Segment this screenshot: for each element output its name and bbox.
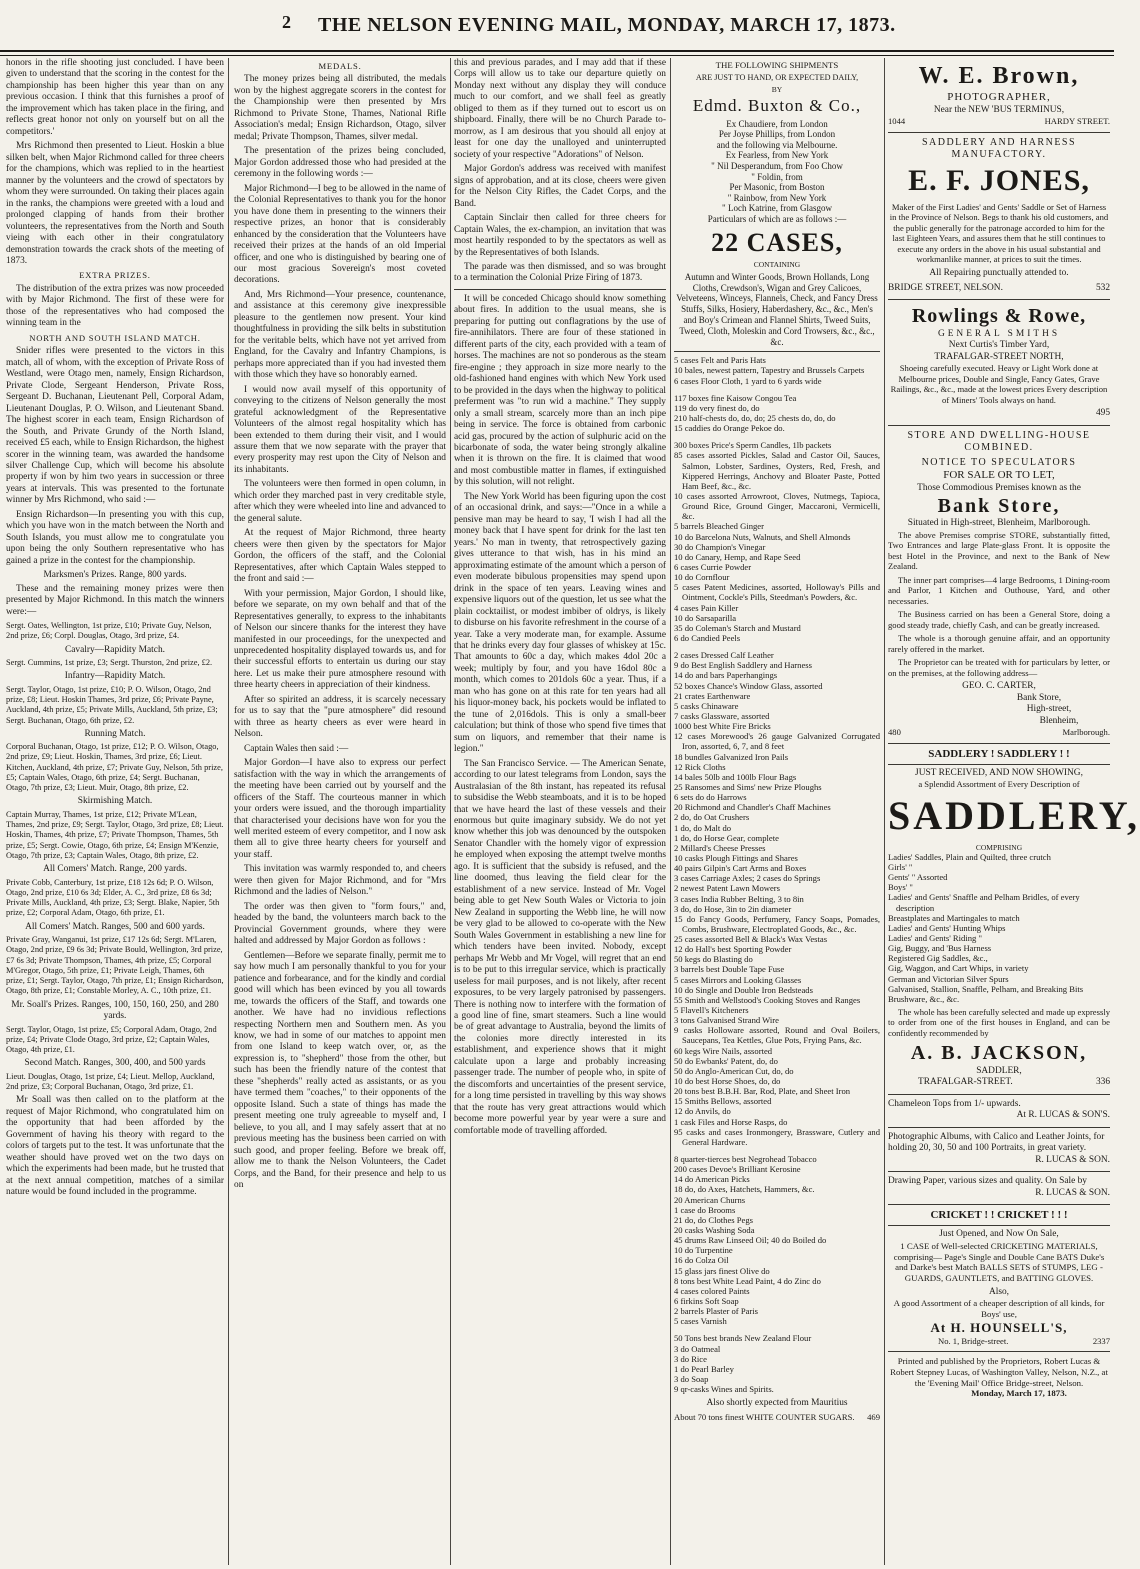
saddlery-item: Ladies' and Gents' Riding " — [888, 933, 982, 944]
saddlery-item: Galvanised, Stallion, Snaffle, Pelham, and Breaking Bits — [888, 983, 1084, 994]
goods-group-flour — [674, 1333, 880, 1394]
prize-list: Private Gray, Wanganui, 1st prize, £17 12s 6d; Sergt. M'Laren, Otago, 2nd prize, £9 6s 3d; Private Bould, Wellington, 3rd prize, £7 6s 3d; Private Thompson, Thames, 4th prize, £5; Corporal M'Gregor, Otago, 5th prize, £1; Private Leigh, Thames, 6th prize, £1; Sergt. Taylor, Otago, 7th prize, £1; Ensign Richardson, Otago, 8th prize, £1; Constable Morley, A. C., 10th prize, £1. — [6, 935, 224, 996]
saddlery-close: The whole has been carefully selected and made up expressly to order from one of the first houses in England, and can be confidently recommended by — [888, 1007, 1110, 1038]
match-heading: Cavalry—Rapidity Match. — [65, 644, 165, 655]
rowlings-text: Shoeing carefully executed. Heavy or Light Work done at Melbourne prices, Double and Single, Fancy Gates, Grave Railings, &c., &c., made at the lowest prices Every description of Miners' Tools always on hand. — [890, 363, 1108, 405]
prize-list: Sergt. Taylor, Otago, 1st prize, £10; P. O. Wilson, Otago, 2nd prize, £8; Lieut. Hoskin Thames, 3rd prize, £6; Private Payne, Auckland, 4th prize, £5; Private Mills, Auckland, 5th prize, £3; Sergt. Buchanan, Otago, 6th prize, £2. — [6, 684, 218, 725]
paragraph: Major Gordon—I have also to express our perfect satisfaction with the way in which the arrangements of the meeting have been carried out by yourself and the officers of the Staff. The courteous manner in which your orders were issued, and the thorough impartiality that characterised your decisions have won for you the well merited esteem of every competitor, and I now ask them all to give three hearty cheers for yourself and your staff. — [234, 758, 446, 860]
comprising-label: COMPRISING — [975, 842, 1023, 852]
goods-item: 10 do Turpentine — [674, 1245, 733, 1256]
just-received: JUST RECEIVED, AND NOW SHOWING, — [915, 768, 1083, 778]
paragraph: honors in the rifle shooting just concluded. I have been given to understand that the scoring in the contest for the championship has been higher this year than on any previous occasion. I think that this furnishes a proof of the improvement which has taken place in the firing, and reflects great honor not only on yourself but on all the competitors.' — [6, 58, 224, 137]
goods-item: 3 do Soap — [674, 1373, 709, 1384]
jones-number: 532 — [1095, 282, 1110, 293]
advert-drawing-paper — [888, 1172, 1110, 1205]
goods-item: 15 Smiths Bellows, assorted — [674, 1096, 772, 1107]
saddlery-item: Registered Gig Saddles, &c., — [888, 953, 988, 964]
goods-item: 14 bales 50lb and 100lb Flour Bags — [674, 771, 797, 782]
paragraph: The money prizes being all distributed, the medals won by the highest aggregate scorers in the contest for the Championship were then presented by Mrs Richmond to Private Stone, Thames, National Rifle Association's medal; Ensign Richardson, Otago, silver medal; Private Thompson, Thames, silver medal. — [234, 74, 446, 142]
goods-item: 5 cases Felt and Paris Hats — [674, 355, 766, 366]
paragraph: Major Richmond—I beg to be allowed in the name of the Colonial Representatives to thank you for the honor you have done them in presenting to the winners their respective prizes, an honor that is considerably enhanced by the consideration that the Volunteers have received their prizes at the hands of an old Imperial officer, and one who is distinguished by bearing one of our most gracious Sovereign's most coveted decorations. — [234, 183, 446, 286]
goods-item: 1000 best White Fire Bricks — [674, 721, 771, 732]
goods-item: 10 do best Horse Shoes, do, do — [674, 1076, 781, 1087]
cricket-sale: Just Opened, and Now On Sale, — [939, 1229, 1059, 1240]
masthead-rule — [0, 50, 1114, 56]
page-number: 2 — [282, 12, 291, 32]
match-heading: All Comers' Match. Ranges, 500 and 600 yards. — [25, 921, 205, 932]
goods-item: 2 newest Patent Lawn Mowers — [674, 883, 780, 894]
advert-albums — [888, 1128, 1110, 1172]
goods-item: 5 Flavell's Kitcheners — [674, 1005, 749, 1016]
match-heading: Marksmen's Prizes. Range, 800 yards. — [43, 570, 187, 581]
goods-group-sundries — [674, 1154, 880, 1326]
hounsell-row — [888, 1336, 1110, 1346]
column-medals — [234, 58, 446, 1563]
goods-item: 15 do Fancy Goods, Perfumery, Fancy Soaps, Pomades, Combs, Brushware, Electroplated Goods, &c., &c. — [674, 913, 880, 934]
goods-item: 5 cases Mirrors and Looking Glasses — [674, 974, 802, 985]
ship-entry: " Nil Desperandum, from Foo Chow — [711, 161, 843, 172]
goods-group-tea — [674, 393, 880, 434]
goods-item: 10 bales, newest pattern, Tapestry and Brussels Carpets — [674, 365, 865, 376]
ship-entry: Ex Chaudiere, from London — [726, 118, 828, 129]
rowlings-next: Next Curtis's Timber Yard, — [948, 340, 1050, 351]
rowlings-number: 495 — [1095, 408, 1110, 419]
goods-item: 18 bundles Galvanized Iron Pails — [674, 751, 789, 762]
paragraph: I would now avail myself of this opportunity of conveying to the citizens of Nelson generally the most grateful acknowledgment of the Representative Volunteers of the almost regal hospitality which has been extended to them during their visit, and I would assure them that we now separate with the prayer that every prosperity may rest upon the City of Nelson and its inhabitants. — [234, 384, 446, 475]
match-heading: Infantry—Rapidity Match. — [64, 671, 166, 682]
saddlery-big: SADDLERY, — [888, 792, 1140, 838]
goods-item: 40 pairs Gilpin's Cart Arms and Boxes — [674, 863, 807, 874]
advert-by: BY — [771, 84, 783, 94]
advert-brown — [888, 58, 1110, 133]
rowlings-role: GENERAL SMITHS — [937, 328, 1061, 339]
goods-item: 2 do, do Oat Crushers — [674, 812, 750, 823]
goods-item: 10 cases assorted Arrowroot, Cloves, Nutmegs, Tapioca, Ground Rice, Ground Ginger, Maccaroni, Vermicelli, &c. — [674, 491, 880, 522]
splendid-line: a Splendid Assortment of Every Description of — [918, 779, 1080, 790]
jones-row — [888, 283, 1110, 294]
goods-item: 1 do, do Horse Gear, complete — [674, 832, 779, 843]
jones-repair: All Repairing punctually attended to. — [929, 267, 1069, 278]
imprint — [888, 1352, 1110, 1399]
advert-chameleon — [888, 1095, 1110, 1128]
albums-text: Photographic Albums, with Calico and Leather Joints, for holding 20, 30, 50 and 100 Portraits, in great variety. — [888, 1131, 1105, 1154]
goods-item: 20 tons best B.B.H. Bar, Rod, Plate, and Sheet Iron — [674, 1086, 851, 1097]
carter-row — [888, 727, 1110, 737]
column-news — [454, 58, 666, 1563]
newspaper-title: THE NELSON EVENING MAIL, MONDAY, MARCH 17, 1873. — [318, 14, 896, 36]
ship-entry: " Foldin, from — [751, 171, 803, 182]
imprint-text: Printed and published by the Proprietors, Robert Lucas & Robert Stepney Lucas, of Washington Valley, Nelson, N.Z., at the 'Evening Mail' Office Bridge-street, Nelson. — [890, 1356, 1108, 1388]
goods-item: 117 boxes fine Kaisow Congou Tea — [674, 392, 797, 403]
bank-paragraph: The above Premises comprise STORE, substantially fitted, Two Entrances and large Plate-glass Front. It is opposite the best Hotel in the Province, and next to the Bank of New Zealand. — [888, 529, 1110, 572]
goods-item: 6 cases Currie Powder — [674, 562, 752, 572]
ship-entry: Per Masonic, from Boston — [729, 182, 825, 193]
goods-item: 1 cask Files and Horse Rasps, do — [674, 1116, 788, 1127]
goods-item: 20 Richmond and Chandler's Chaff Machines — [674, 802, 831, 813]
goods-item: 4 cases colored Paints — [674, 1285, 750, 1296]
bank-location: Situated in High-street, Blenheim, Marlborough. — [907, 518, 1091, 529]
goods-item: 12 cases Morewood's 26 gauge Galvanized Corrugated Iron, assorted, 6, 7, and 8 feet — [674, 731, 880, 752]
goods-item: 1 do Pearl Barley — [674, 1363, 734, 1374]
goods-item: 15 glass jars finest Olive do — [674, 1265, 770, 1276]
paragraph: At the request of Major Richmond, three hearty cheers were then given by the spectators for Major Gordon, the officers of the staff, and the Colonial Representatives, after which Captain Wales stepped to the front and said :— — [234, 528, 446, 585]
bank-paragraph: The Proprietor can be treated with for particulars by letter, or on the premises, at the following address— — [888, 657, 1110, 678]
albums-by: R. LUCAS & SON. — [1035, 1154, 1110, 1165]
goods-item: 18 do, do Axes, Hatchets, Hammers, &c. — [674, 1184, 815, 1195]
column-divider — [884, 58, 885, 1565]
goods-item: 3 do Oatmeal — [674, 1343, 721, 1354]
hounsell-address: No. 1, Bridge-street. — [938, 1335, 1009, 1346]
advert-heading: THE FOLLOWING SHIPMENTS — [715, 60, 839, 70]
prize-list: Lieut. Douglas, Otago, 1st prize, £4; Lieut. Mellop, Auckland, 2nd prize, £3; Corporal Buchanan, Otago, 3rd prize, £1. — [6, 1071, 215, 1092]
cricket-text: 1 CASE of Well-selected CRICKETING MATERIALS, comprising— Page's Single and Double Cane BATS Duke's and Darke's best Match BALLS SETS of STUMPS, LEG - GUARDS, GAUNTLETS, and BATTING GLOVES. — [893, 1240, 1105, 1284]
carter-number: 480 — [888, 727, 901, 738]
goods-item: 16 do Colza Oil — [674, 1255, 729, 1266]
ship-entry: Per Joyse Phillips, from London — [718, 129, 836, 140]
saddlery-item: Brushware, &c., &c. — [888, 993, 960, 1004]
goods-item: 8 quarter-tierces best Negrohead Tobacco — [674, 1154, 817, 1165]
paragraph: Gentlemen—Before we separate finally, permit me to say how much I am personally thankful to you for your patience and forbearance, and for the kindly and cordial good will which has been evinced by you all towards me, towards the officers of the Staff, and towards one another. We have had no invidious reflections respecting Northern men and Southern men. As you know, we had in some of our matches to appoint men from one Island to keep watch over, or, as the expression is, to "shepherd" those from the other, but such has been the friendly nature of the contest that these "shepherds" really acted as assistants, or as you have termed them "coaches," to their opponents of the opposite Island. Such a state of things has made the present meeting one truly agreeable to myself and, I believe, to you all, and I may safely assert that at no previous meeting has the business been carried on with such good, and proper feeling. Before we break off, allow me to thank the Nelson Volunteers, the Cadet Corps, and the Band, for their presence and help to us on — [234, 950, 446, 1191]
goods-item: 200 cases Devoe's Brilliant Kerosine — [674, 1164, 801, 1175]
carter-name: GEO. C. CARTER, — [962, 681, 1036, 692]
jackson-number: 336 — [1095, 1077, 1110, 1088]
paragraph: Major Gordon's address was received with manifest signs of approbation, and at its close, cheers were given for the Nelson City Rifles, the Cadet Corps, and the Band. — [454, 164, 666, 209]
brown-street: HARDY STREET. — [1044, 116, 1110, 127]
paragraph: These and the remaining money prizes were then presented by Major Richmond. In this match the winners were:— — [6, 583, 224, 617]
goods-item: 8 tons best White Lead Paint, 4 do Zinc do — [674, 1275, 821, 1286]
goods-item: 20 American Churns — [674, 1194, 746, 1205]
goods-item: 6 cases Floor Cloth, 1 yard to 6 yards wide — [674, 375, 822, 386]
goods-group-hats — [674, 355, 880, 385]
goods-item: 9 casks Holloware assorted, Round and Oval Boilers, Saucepans, Tea Kettles, Glue Pots, Frying Pans, &c. — [674, 1025, 880, 1046]
brown-number: 1044 — [888, 116, 906, 127]
goods-item: 5 barrels Bleached Ginger — [674, 521, 764, 532]
goods-item: 1 do, do Malt do — [674, 822, 732, 833]
paragraph: The parade was then dismissed, and so was brought to a termination the Colonial Prize Firing of 1873. — [454, 261, 666, 284]
advert-jones — [888, 133, 1110, 301]
saddlery-item: Gents' " Assorted — [888, 872, 948, 883]
goods-item: 6 firkins Soft Soap — [674, 1295, 739, 1306]
masthead — [0, 0, 1114, 58]
premises-line: Those Commodious Premises known as the — [917, 482, 1081, 493]
goods-item: 6 do Candied Peels — [674, 632, 741, 643]
goods-item: 2 barrels Plaster of Paris — [674, 1306, 759, 1317]
carter-line: Bank Store, — [1016, 692, 1062, 703]
goods-item: 1 case do Brooms — [674, 1204, 736, 1215]
bank-paragraph: The whole is a thorough genuine affair, and an opportunity rarely offered in the market. — [888, 633, 1110, 654]
goods-item: 210 half-chests do, do, do; 25 chests do, do, do — [674, 413, 836, 424]
cricket-also: Also, — [988, 1286, 1010, 1297]
goods-item: 14 do American Picks — [674, 1174, 750, 1185]
carter-line: Blenheim, — [1039, 715, 1079, 726]
firm-name: Edmd. Buxton & Co., — [692, 95, 862, 115]
goods-item: 5 casks Chinaware — [674, 700, 739, 711]
goods-item: 5 cases Varnish — [674, 1316, 727, 1327]
goods-item: 12 Rick Cloths — [674, 761, 726, 772]
goods-item: 55 Smith and Wellstood's Cooking Stoves and Ranges — [674, 994, 861, 1005]
goods-item: 10 casks Plough Fittings and Shares — [674, 852, 798, 863]
brown-address: Near the NEW 'BUS TERMINUS, — [933, 104, 1065, 115]
paragraph: After so spirited an address, it is scarcely necessary for us to say that the "pure atmosphere" did resound with three as hearty cheers as ever were heard in Nelson. — [234, 694, 446, 740]
mauritius-note: Also shortly expected from Mauritius — [706, 1398, 848, 1409]
cricket-also-text: A good Assortment of a cheaper description of all kinds, for Boys' use, — [893, 1298, 1105, 1319]
containing-label: CONTAINING — [753, 260, 801, 270]
jones-name: E. F. JONES, — [908, 164, 1090, 197]
ship-entry: Ex Fearless, from New York — [725, 150, 829, 161]
paragraph: this and previous parades, and I may add that if these Corps will allow us to take our departure quietly on Monday next without any display they will conduce much to our comfort, and we shall feel as greatly obliged to them as if they turned out to escort us on shipboard. Finally, there will be no Church Parade to-morrow, as I am desirous that you should all enjoy at least for one day the unalloyed and uninterrupted society of your respective "Adorations" of Nelson. — [454, 58, 666, 160]
goods-item: 14 do and bars Paperhangings — [674, 670, 778, 681]
goods-item: 45 drums Raw Linseed Oil; 40 do Boiled do — [674, 1235, 827, 1246]
goods-item: 25 Ransomes and Sims' new Prize Ploughs — [674, 781, 822, 792]
goods-group-groceries — [674, 440, 880, 643]
goods-item: 10 do Single and Double Iron Bedsteads — [674, 984, 813, 995]
advert-rowlings — [888, 300, 1110, 425]
cricket-heading: CRICKET ! ! CRICKET ! ! ! — [930, 1209, 1068, 1222]
saddlery-item: Ladies' Saddles, Plain and Quilted, three crutch — [888, 851, 1051, 862]
prize-list: Sergt. Cummins, 1st prize, £3; Sergt. Thurston, 2nd prize, £2. — [6, 658, 213, 668]
ship-entry: Particulars of which are as follows :— — [707, 214, 847, 225]
advert-jackson — [888, 744, 1140, 1095]
brown-name: W. E. Brown, — [918, 63, 1080, 89]
saddlery-item: German and Victorian Silver Spurs — [888, 973, 1009, 984]
goods-item: 3 do Rice — [674, 1353, 707, 1364]
advert-divider — [674, 351, 880, 352]
chameleon-text: Chameleon Tops from 1/- upwards. — [888, 1098, 1021, 1109]
paragraph: The presentation of the prizes being concluded, Major Gordon addressed those who had presided at the ceremony in the following words :— — [234, 146, 446, 180]
bank-paragraph: The Business carried on has been a General Store, doing a good steady trade, chiefly Cash, and can be greatly increased. — [888, 609, 1110, 630]
column-divider — [670, 58, 671, 1565]
goods-description: Autumn and Winter Goods, Brown Hollands, Long Cloths, Crewdson's, Wigan and Grey Calicoes, Velveteens, Winceys, Flannels, Check, and Fancy Dress Stuffs, Silks, Hosiery, Haberdashery, &c., &c., Men's and Boy's Crimean and Flannel Shirts, Tweed Suits, Tweed, Cloth, Moleskin and Cord Trowsers, &c., &c., &c. — [676, 271, 878, 348]
match-heading: All Comers' Match. Range, 200 yards. — [43, 864, 187, 875]
goods-item: 9 qr-casks Wines and Spirits. — [674, 1384, 774, 1395]
advert-ref: 469 — [867, 1411, 880, 1422]
goods-item: 3 cases Carriage Axles; 2 cases do Springs — [674, 873, 821, 884]
prize-list: Corporal Buchanan, Otago, 1st prize, £12; P. O. Wilson, Otago, 2nd prize, £9; Lieut. Hoskin, Thames, 3rd prize, £6; Lieut. Kitchen, Auckland, 4th prize, £7; Private Guy, Nelson, 5th prize, £5; Captain Wales, Otago, 6th prize, £4; Sergt. Buchanan, Otago, 7th prize, £3; Lieut. Muir, Otago, 8th prize, £2. — [6, 742, 223, 793]
goods-item: 10 do Sarsaparilla — [674, 612, 737, 623]
ship-entry: " Loch Katrine, from Glasgow — [722, 203, 832, 214]
advert-bank-store — [888, 426, 1110, 744]
rowlings-address: TRAFALGAR-STREET NORTH, — [934, 351, 1064, 362]
saddlery-item: Breastplates and Martingales to match — [888, 912, 1020, 923]
goods-item: 300 boxes Price's Sperm Candles, 1lb packets — [674, 440, 832, 451]
article-divider — [454, 289, 666, 290]
chameleon-by: At R. LUCAS & SON'S. — [1016, 1110, 1110, 1121]
goods-item: 50 Tons best brands New Zealand Flour — [674, 1333, 812, 1344]
goods-item: 30 do Champion's Vinegar — [674, 541, 766, 552]
jackson-name: A. B. JACKSON, — [910, 1042, 1088, 1065]
goods-item: 15 caddies do Orange Pekoe do. — [674, 423, 785, 434]
goods-item: 60 kegs Wire Nails, assorted — [674, 1045, 773, 1056]
carter-line: Marlborough. — [1062, 727, 1110, 738]
for-sale: FOR SALE OR TO LET, — [943, 469, 1055, 482]
goods-item: 2 cases Dressed Calf Leather — [674, 650, 774, 661]
brown-role: PHOTOGRAPHER, — [947, 91, 1051, 104]
jones-text: Maker of the First Ladies' and Gents' Saddle or Set of Harness in the Province of Nelson. Begs to thank his old customers, and the public generally for the patronage accorded to him for the last Eighteen Years, and assures them that he still continues to execute any orders in the above in his usual substantial and workmanlike manner, at prices to suit the times. — [889, 201, 1109, 265]
column-buxton-advert — [674, 58, 880, 1563]
goods-item: 35 do Coleman's Starch and Mustard — [674, 622, 801, 633]
column-rifle-prizes — [6, 58, 224, 1563]
goods-item: 21 do, do Clothes Pegs — [674, 1214, 754, 1225]
goods-item: 95 casks and cases Ironmongery, Brassware, Cutlery and General Hardware. — [674, 1126, 880, 1147]
brown-row — [888, 116, 1110, 126]
saddlery-item: Ladies' and Gents' Snaffle and Pelham Bridles, of every description — [888, 892, 1080, 913]
prize-list: Sergt. Oates, Wellington, 1st prize, £10; Private Guy, Nelson, 2nd prize, £6; Corpl. Douglas, Otago, 3rd prize, £4. — [6, 621, 212, 641]
prize-list: Private Cobb, Canterbury, 1st prize, £18 12s 6d; P. O. Wilson, Otago, 2nd prize, £10 6s 3d; Elder, A. C., 3rd prize, £8 6s 3d; Private Mills, Auckland, 4th prize, £3; Sergt. Blake, Napier, 5th prize, £2; Corporal Adam, Otago, 6th prize, £1. — [6, 877, 220, 918]
prize-list: Captain Murray, Thames, 1st prize, £12; Private M'Lean, Thames, 2nd prize, £9; Sergt. Taylor, Otago, 3rd prize, £8; Lieut. Hoskin, Thames, 4th prize, £7; Private Thompson, Thames, 5th prize, £5; Sergt. Cowie, Otago, 6th prize, £4; Ensign M'Kenzie, Otago, 7th prize, £3; Captain Wales, Otago, 8th prize, £2. — [6, 809, 224, 860]
goods-item: 50 do Ewbanks' Patent, do, do — [674, 1055, 778, 1066]
notice-heading: NOTICE TO SPECULATORS — [921, 457, 1077, 469]
jones-address: BRIDGE STREET, NELSON. — [888, 282, 1003, 293]
goods-item: 85 cases assorted Pickles, Salad and Castor Oil, Sauces, Salmon, Lobster, Sardines, Oysters, Red, Fresh, and Kippered Herrings, Anchovy and Bloater Paste, Potted Ham Beef, &c., &c. — [674, 450, 880, 491]
match-heading: Second Match. Ranges, 300, 400, and 500 yards — [24, 1058, 206, 1069]
saddlery-heading: SADDLERY AND HARNESS MANUFACTORY. — [921, 136, 1077, 160]
article-drink: The New York World has been figuring upon the cost of an occasional drink, and says:—"Once in a while a pensive man may be heard to say, 'I wish I had all the money back that I have spent for drink for the last ten years.' No man in twenty, that retrospectively gazing gives utterance to that wish, has in his mind an approximating estimate of the amount which a person of even moderate bibulous propensities may spend upon drink in the space of ten years. Leaving wines and expensive liquors out of the question, let us see what the plain cocktailist, or modest imbiber of oldrys, is likely to disburse on his favorite refreshment in the course of a year. Take a very moderate man, for example. Assume that he drinks every day four glasses of whiskey at 15c. That amounts to 60c a day, which makes 4dol 20c a week; multiply by four, and you have 16dol 80c a month, which comes to 201dols 60c a year. Thus, if a man who has gone on at this rate for ten years had all his liquor-money back, his pockets would be inflated to the tune of 2,016dols. This is only a small-beer calculation; but think of those who spend five times that sum on liquors, and remember that their name is legion." — [454, 491, 666, 755]
article-san-francisco: The San Francisco Service. — The American Senate, according to our latest telegrams from London, says the Australasian of the 8th instant, has repeated its refusal to subsidise the Webb steamboats, and it is to be hoped that we have heard the last of these vessels and their enormous but quite imaginary subsidy. We do not yet know whether this job was denounced by the outspoken Senator Chandler with the homely vigor of expression he employed when exposing the attempt twelve months ago. It is sufficient that the subsidy is refused, and the line doomed, thus leaving the field clear for the establishment of a new service. Instead of Mr. Vogel being able to get New South Wales or Victoria to join New Zealand in supporting the Webb line, he will now be very glad to be allowed to co-operate with the New South Wales Government in establishing a new line for which tenders have been invited. Nobody, except perhaps Mr Webb and Mr Vogel, will regret that an end is to be put to this irregular service, which is practically useless for mail purposes, and is not likely, after recent exposures, to be very largely patronised by passengers. There is nothing now to interfere with the formation of a good line of fine, smart steamers. Such a line would be of great advantage to Australia, beyond the limits of the colonies more directly interested in its establishment, and experience shows that it might calculate upon a large and probably increasing passenger trade. The number of people who, in spite of the discomforts and uncertainties of the present service, for a long time persisted in travelling by this way shows that the route has very great attractions would which become more powerful year by year were a sure and comfortable mode of travelling afforded. — [454, 758, 666, 1136]
goods-item: 3 barrels best Double Tape Fuse — [674, 964, 785, 975]
ship-list — [674, 119, 880, 225]
goods-item: 21 crates Earthenware — [674, 690, 751, 701]
goods-item: 6 sets do do Harrows — [674, 792, 747, 803]
paragraph: Ensign Richardson—In presenting you with this cup, which you have won in the match between the North and South Islands, you must allow me to congratulate you upon being the only Southern representative who has gained a prize in the contest for the championship. — [6, 509, 224, 566]
section-heading: MEDALS. — [318, 61, 362, 71]
paragraph: Snider rifles were presented to the victors in this match, all of whom, with the exception of Private Ross of Westland, were Otago men, namely, Ensign Richardson, Private Clode, Sergeant Henderson, Private Ross, Sergeant D. Buchanan, Lieutenant Pell, Corporal Adam, Lieutenant Douglas, P. O. Wilson, and Lieutenant Sband. The highest scorer in each team, Ensign Richardson of the South, and Private Grundy of the North Island, received £5 each, while to Ensign Richardson, the highest scorer in the winning team, was awarded the handsome silver Challenge Cup, which will become his absolute property if won by him two years in succession or three years at intervals. This was presented to the fortunate winner by Mrs Richmond, who said :— — [6, 346, 224, 506]
goods-item: 52 boxes Chance's Window Glass, assorted — [674, 680, 823, 691]
goods-item: 10 do Barcelona Nuts, Walnuts, and Shell Almonds — [674, 531, 851, 542]
drawing-by: R. LUCAS & SON. — [1035, 1187, 1110, 1198]
paragraph: Mr Soall was then called on to the platform at the request of Major Richmond, who congratulated him on the opportunity that had been afforded by the Government of having his theory with regard to the colors of targets put to the test. It was unfortunate that the weather should have proved wet on the two days on which the experiments had been made, but he trusted that at the next annual competition, matches of a similar nature would be found included in the programme. — [6, 1095, 224, 1198]
goods-item: 119 do very finest do, do — [674, 402, 760, 413]
rowlings-name: Rowlings & Rowe, — [911, 305, 1087, 328]
goods-item: 5 cases Patent Medicines, assorted, Holloway's Pills and Ointment, Cockle's Pills, Steedman's Powders, &c. — [674, 582, 880, 603]
goods-item: 10 do Canary, Hemp, and Rape Seed — [674, 551, 801, 562]
paragraph: Captain Wales then said :— — [244, 743, 349, 754]
goods-item: 3 do, do Hose, 3in to 2in diameter — [674, 903, 792, 914]
goods-item: 50 do Anglo-American Cut, do, do — [674, 1065, 794, 1076]
ship-entry: " Rainbow, from New York — [727, 192, 827, 203]
saddlery-exclaim: SADDLERY ! SADDLERY ! ! — [928, 747, 1070, 760]
paragraph: Mrs Richmond then presented to Lieut. Hoskin a blue silken belt, when Major Richmond called for three cheers for the champions, which was replied to in the heartiest manner by the volunteers and the crowd of spectators by whom they were surrounded. On taking their places again in the ranks, the champions were greeted with a loud and prolonged clapping of hands from their brother volunteers, the representatives from the North and South vieing with each other in their congratulatory demonstration towards the crack shots of the meeting of 1873. — [6, 141, 224, 266]
paragraph: With your permission, Major Gordon, I should like, before we separate, on my own behalf and that of the Representatives generally, to express to the inhabitants of Nelson our sincere thanks for the interest they have manifested in our proceedings, for the unexpected and unprecedented hospitality displayed towards us, and for their successful efforts to entertain us during our stay here. Let us make their pure atmosphere resound with three hearty cheers in appreciation of their kindness. — [234, 588, 446, 691]
imprint-date: Monday, March 17, 1873. — [971, 1388, 1067, 1399]
prize-list: Sergt. Taylor, Otago, 1st prize, £5; Corporal Adam, Otago, 2nd prize, £4; Private Clode Otago, 3rd prize, £2; Captain Wales, Otago, 4th prize, £1. — [6, 1024, 217, 1055]
bank-store-name: Bank Store, — [937, 495, 1061, 518]
goods-item: 9 do Best English Saddlery and Harness — [674, 660, 812, 671]
section-heading: NORTH AND SOUTH ISLAND MATCH. — [29, 332, 201, 343]
sugar-note: About 70 tons finest WHITE COUNTER SUGARS. — [674, 1411, 855, 1422]
carter-line: High-street, — [1026, 704, 1072, 715]
saddlery-items — [888, 852, 1110, 1004]
advert-heading: ARE JUST TO HAND, OR EXPECTED DAILY, — [695, 72, 859, 82]
goods-item: 3 cases India Rubber Belting, 3 to 8in — [674, 893, 804, 904]
hounsell-name: At H. HOUNSELL'S, — [930, 1319, 1068, 1335]
jackson-address: TRAFALGAR-STREET. — [918, 1077, 1013, 1088]
paragraph: This invitation was warmly responded to, and cheers were then given for Major Richmond, and for "Mrs Richmond and the ladies of Nelson." — [234, 864, 446, 898]
goods-item: 50 kegs do Blasting do — [674, 954, 753, 965]
jackson-role: SADDLER, — [976, 1065, 1022, 1076]
goods-item: 25 cases assorted Bell & Black's Wax Vestas — [674, 934, 828, 945]
saddlery-item: Gig, Waggon, and Cart Whips, in variety — [888, 963, 1029, 974]
paragraph: Captain Sinclair then called for three cheers for Captain Wales, the ex-champion, an invitation that was most heartily responded to by the spectators as well as by the Representatives of both Islands. — [454, 213, 666, 258]
saddlery-item: Ladies' and Gents' Hunting Whips — [888, 922, 1006, 933]
jackson-row — [888, 1077, 1110, 1088]
saddlery-item: Gig, Buggy, and 'Bus Harness — [888, 943, 992, 954]
bank-paragraph: The inner part comprises—4 large Bedrooms, 1 Dining-room and Parlor, 1 Kitchen and Outhouse, Yard, and other necessaries. — [888, 574, 1110, 606]
section-heading: EXTRA PRIZES. — [79, 270, 151, 281]
advert-cricket — [888, 1205, 1110, 1352]
article-chicago: It will be conceded Chicago should know something about fires. In addition to the usual means, she is preparing for putting out conflagrations by the use of fire-annihilators. There are four of these stationed in different parts of the city, each provided with a team of horses. The machines are not so ponderous as the steam fire-engine ; they approach in size more nearly to the old-fashioned hand engines with which New York used to be provided in the days when the highway to political preferment was "to run wid a machine." They supply only a small stream, scarcely more than an inch pipe being in service. The force is obtained from carbonic acid gas, procured by the action of sulphuric acid on the bicarbonate of soda, the water being strongly alkaline when it is thrown on the fire. It is claimed that wood and most combustible matter in flames, if extinguished by this solution, will not relight. — [454, 293, 666, 488]
hounsell-number: 2337 — [1092, 1335, 1110, 1346]
goods-item: 12 do Hall's best Sporting Powder — [674, 944, 792, 955]
goods-item: 20 casks Washing Soda — [674, 1225, 755, 1235]
goods-item: 12 do Anvils, do — [674, 1106, 731, 1117]
column-divider — [450, 58, 451, 1565]
paragraph: The volunteers were then formed in open column, in which order they marched past in very creditable style, after which they were wheeled into line and advanced to the general salute. — [234, 479, 446, 524]
saddlery-item: Boys' " — [888, 882, 913, 893]
paragraph: And, Mrs Richmond—Your presence, countenance, and assistance at this ceremony give inexpressible pleasure to the gentlemen now present. Your kind thoughtfulness in providing the silk belts in substitution for the veritable belts, which have not yet arrived from England, for the Cavalry and Infantry Champions, is perhaps more appreciated than if you had invested them with those which they have so honorably earned. — [234, 289, 446, 381]
ship-entry: and the following via Melbourne. — [716, 139, 838, 150]
drawing-text: Drawing Paper, various sizes and quality. On Sale by — [888, 1176, 1087, 1187]
saddlery-item: Girls' " — [888, 862, 913, 873]
goods-item: 4 cases Pain Killer — [674, 602, 739, 613]
store-heading: STORE AND DWELLING-HOUSE COMBINED. — [907, 429, 1091, 453]
goods-item: 2 Millard's Cheese Presses — [674, 842, 766, 853]
goods-group-hardware — [674, 650, 880, 1147]
match-heading: Skirmishing Match. — [77, 796, 153, 807]
goods-item: 7 casks Glassware, assorted — [674, 710, 770, 721]
sugar-row — [674, 1412, 880, 1422]
paragraph: The distribution of the extra prizes was now proceeded with by Major Richmond. The first of these were for those of the representatives who had composed the winning team in the — [6, 283, 224, 329]
column-small-adverts — [888, 58, 1140, 1563]
paragraph: The order was then given to "form fours," and, headed by the band, the volunteers march back to the Provincial Government grounds, where they were halted and addressed by Major Gordon as follows : — [234, 901, 446, 947]
goods-item: 10 do Cornflour — [674, 572, 730, 583]
cases-count: 22 CASES, — [711, 227, 843, 257]
goods-item: 3 tons Galvanised Strand Wire — [674, 1015, 779, 1026]
match-heading: Running Match. — [84, 728, 146, 739]
match-heading: Mr. Soall's Prizes. Ranges, 100, 150, 160, 250, and 280 yards. — [11, 999, 219, 1022]
column-divider — [228, 58, 229, 1565]
